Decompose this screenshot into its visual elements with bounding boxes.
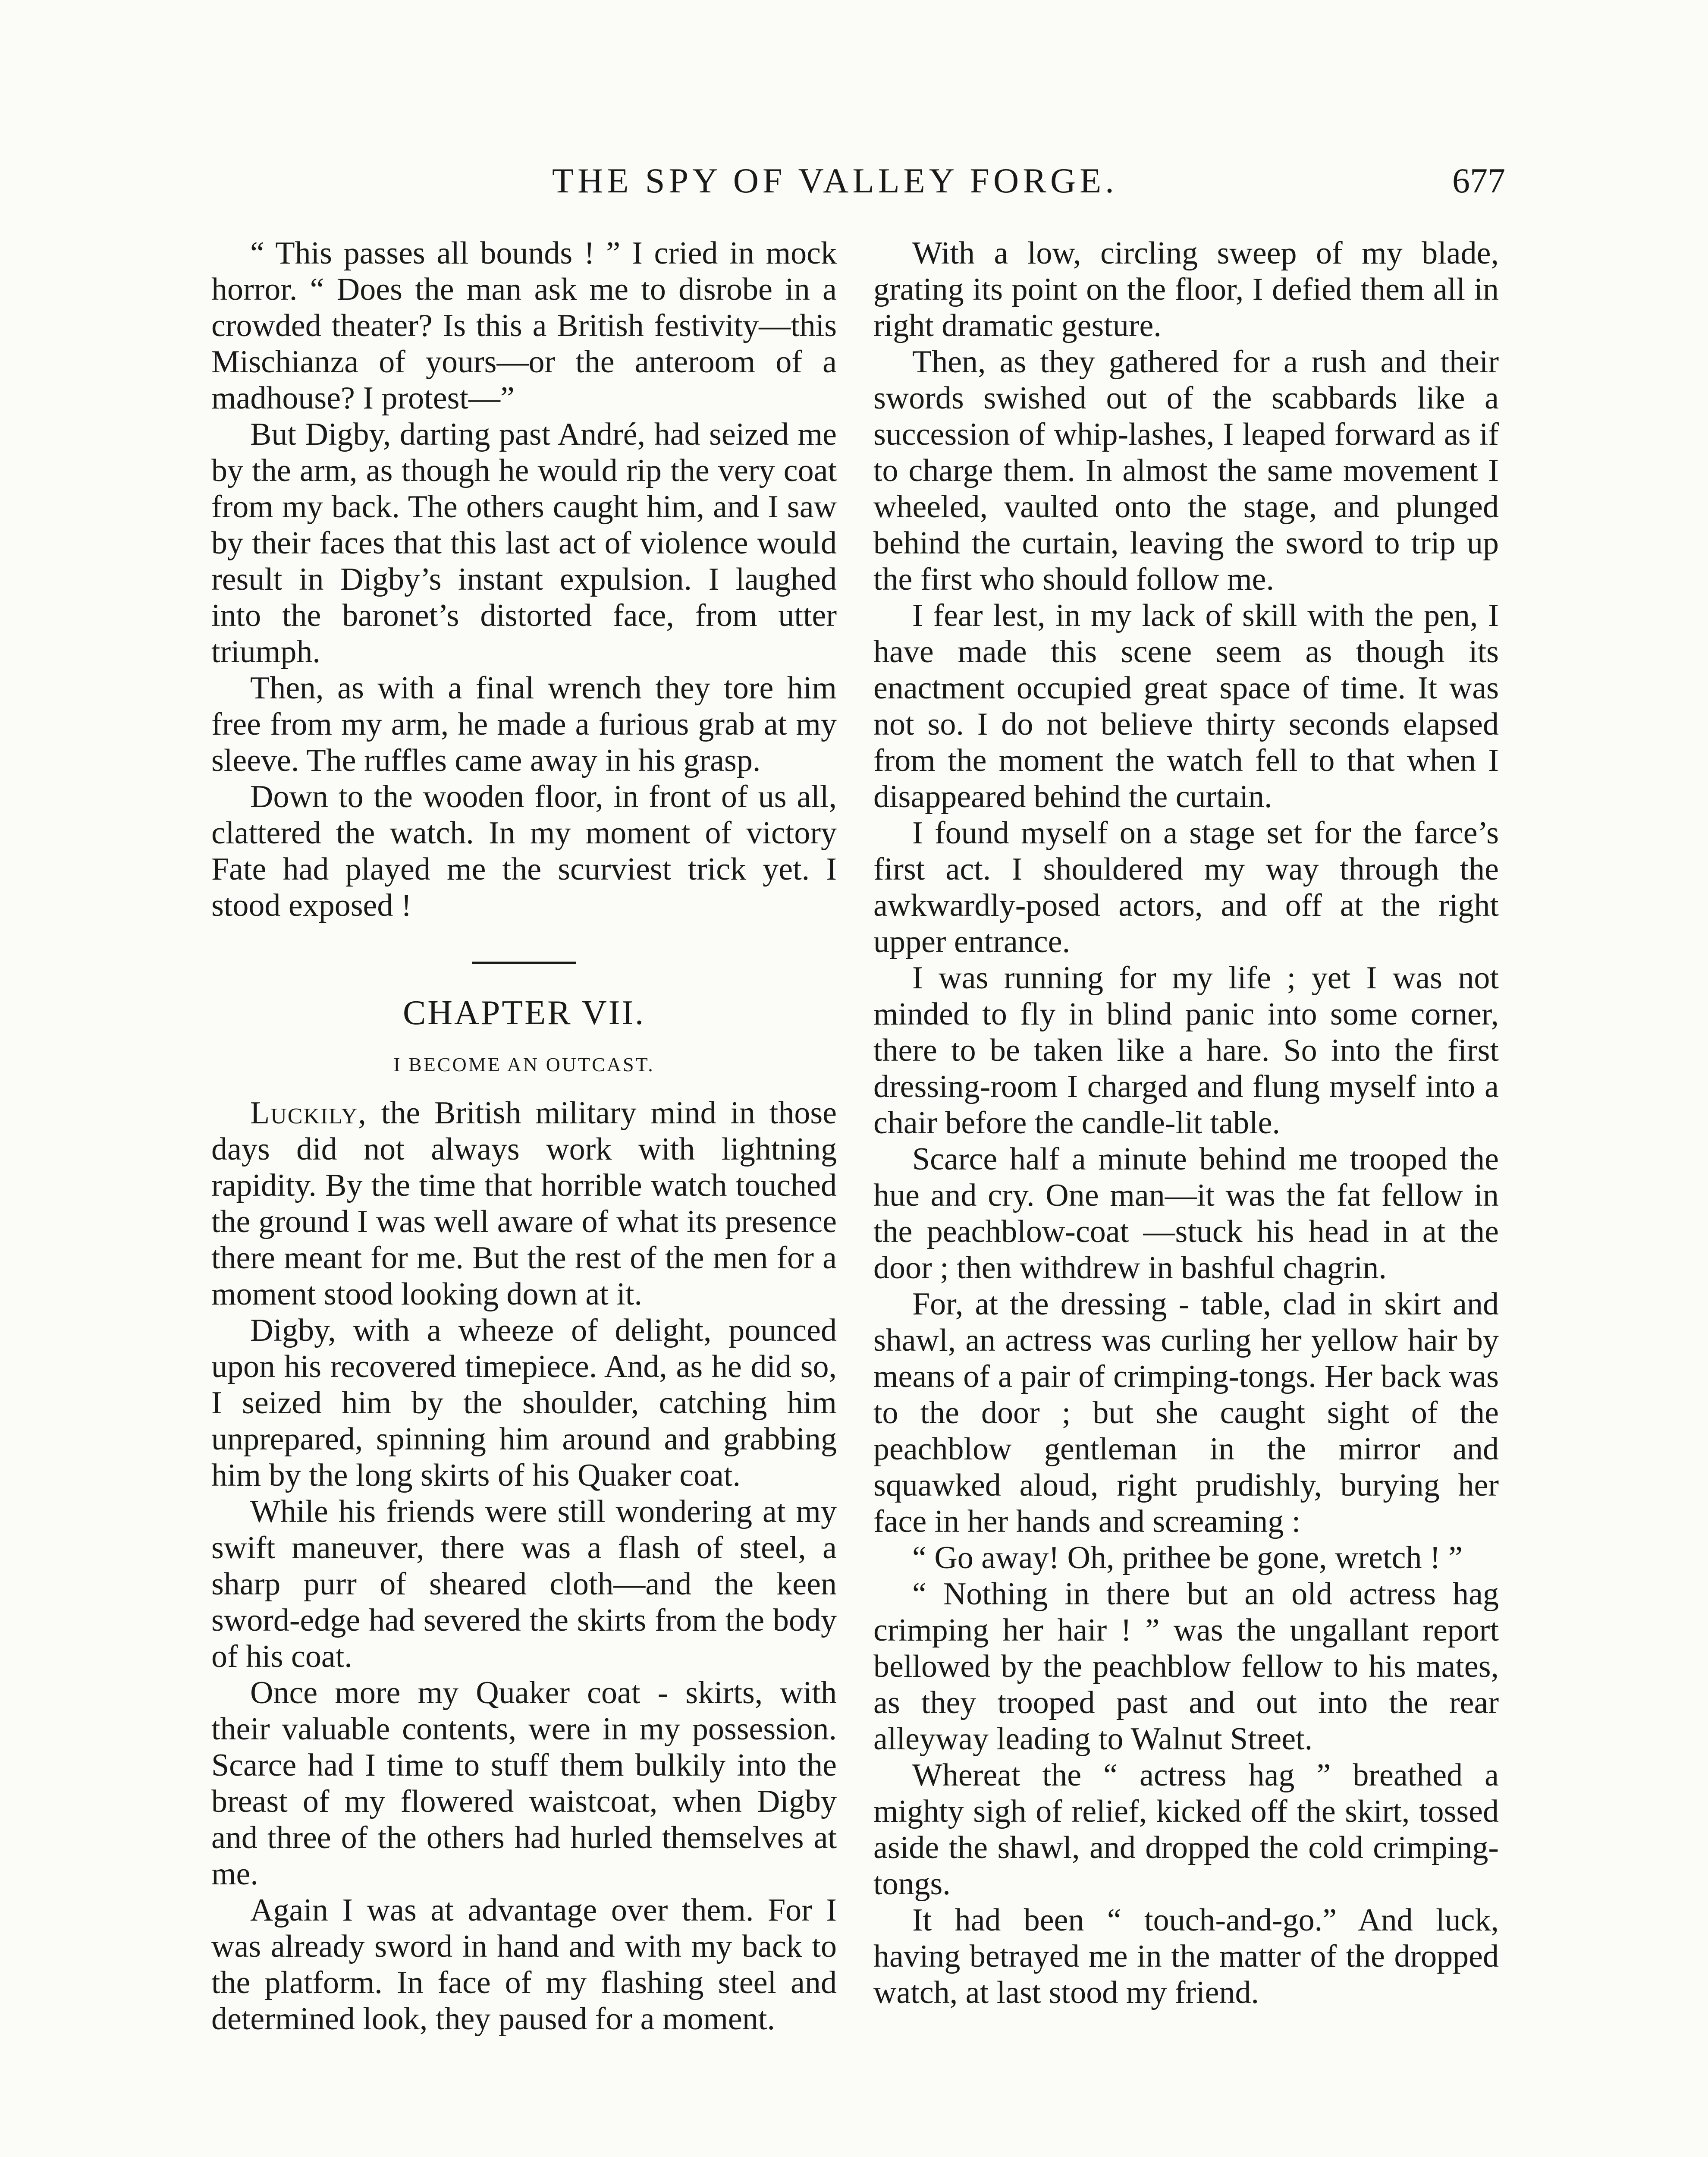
paragraph: While his friends were still wondering at my swift maneuver, there was a flash of steel, a sharp purr of sheared cloth—and the keen sword-edge had severed the skirts from the body of his coat. — [211, 1494, 837, 1674]
paragraph: For, at the dressing - table, clad in skirt and shawl, an actress was curling her yellow hair by means of a pair of crimping-tongs. Her back was to the door ; but she caught sight of the peachblow gentleman in the mirror and squawked aloud, right prudishly, burying her face in her hands and screaming : — [873, 1286, 1499, 1539]
paragraph: Again I was at advantage over them. For I was already sword in hand and with my back to the platform. In face of my flashing steel and determined look, they paused for a moment. — [211, 1893, 837, 2037]
paragraph: It had been “ touch-and-go.” And luck, having betrayed me in the matter of the dropped watch, at last stood my friend. — [873, 1902, 1499, 2010]
right-column — [873, 235, 1499, 2011]
left-column — [211, 235, 837, 2037]
paragraph: Whereat the “ actress hag ” breathed a mighty sigh of relief, kicked off the skirt, tossed aside the shawl, and dropped the cold crimping-tongs. — [873, 1758, 1499, 1902]
chapter-subtitle: I BECOME AN OUTCAST. — [393, 1053, 655, 1075]
paragraph: Scarce half a minute behind me trooped the hue and cry. One man—it was the fat fellow in the peachblow-coat —stuck his head in at the door ; then withdrew in bashful chagrin. — [873, 1141, 1499, 1286]
page-header — [509, 160, 1505, 208]
opening-word: Luckily, — [250, 1095, 367, 1131]
running-title: THE SPY OF VALLEY FORGE. — [552, 161, 1118, 200]
page-number: 677 — [1452, 161, 1505, 200]
paragraph-opening — [211, 1095, 837, 1312]
paragraph: “ Go away! Oh, prithee be gone, wretch ! ” — [912, 1540, 1463, 1575]
paragraph: I was running for my life ; yet I was not minded to fly in blind panic into some corner, there to be taken like a hare. So into the first dressing-room I charged and flung myself into a chair before the candle-lit table. — [873, 960, 1499, 1141]
paragraph: “ This passes all bounds ! ” I cried in mock horror. “ Does the man ask me to disrobe in a crowded theater? Is this a British festivity—this Mischianza of yours—or the anteroom of a madhouse? I protest—” — [211, 236, 837, 416]
paragraph: Then, as with a final wrench they tore him free from my arm, he made a furious grab at my sleeve. The ruffles came away in his grasp. — [211, 670, 837, 778]
opening-text: the British military mind in those days did not always work with lightning rapidity. By the time that horrible watch touched the ground I was well aware of what its presence there meant for me. But the rest of the men for a moment stood looking down at it. — [211, 1095, 837, 1312]
chapter-title: CHAPTER VII. — [402, 994, 646, 1032]
paragraph: “ Nothing in there but an old actress hag crimping her hair ! ” was the ungallant report bellowed by the peachblow fellow to his mates, as they trooped past and out into the rear alleyway leading to Walnut Street. — [873, 1576, 1499, 1757]
paragraph: I found myself on a stage set for the farce’s first act. I shouldered my way through the awkwardly-posed actors, and off at the right upper entrance. — [873, 815, 1499, 959]
paragraph: I fear lest, in my lack of skill with the pen, I have made this scene seem as though its enactment occupied great space of time. It was not so. I do not believe thirty seconds elapsed from the moment the watch fell to that when I disappeared behind the curtain. — [873, 598, 1499, 814]
paragraph: With a low, circling sweep of my blade, grating its point on the floor, I defied them all in right dramatic gesture. — [873, 236, 1499, 343]
paragraph: Once more my Quaker coat - skirts, with their valuable contents, were in my possession. Scarce had I time to stuff them bulkily into the breast of my flowered waistcoat, when Digby and three of the others had hurled themselves at me. — [211, 1675, 837, 1892]
paragraph: Then, as they gathered for a rush and their swords swished out of the scabbards like a succession of whip-lashes, I leaped forward as if to charge them. In almost the same movement I wheeled, vaulted onto the stage, and plunged behind the curtain, leaving the sword to trip up the first who should follow me. — [873, 344, 1499, 597]
paragraph: Digby, with a wheeze of delight, pounced upon his recovered timepiece. And, as he did so, I seized him by the shoulder, catching him unprepared, spinning him around and grabbing him by the long skirts of his Quaker coat. — [211, 1313, 837, 1493]
paragraph: Down to the wooden floor, in front of us all, clattered the watch. In my moment of victory Fate had played me the scurviest trick yet. I stood exposed ! — [211, 779, 837, 923]
paragraph: But Digby, darting past André, had seized me by the arm, as though he would rip the very coat from my back. The others caught him, and I saw by their faces that this last act of violence would result in Digby’s instant expulsion. I laughed into the baronet’s distorted face, from utter triumph. — [211, 417, 837, 670]
section-divider — [472, 962, 576, 964]
